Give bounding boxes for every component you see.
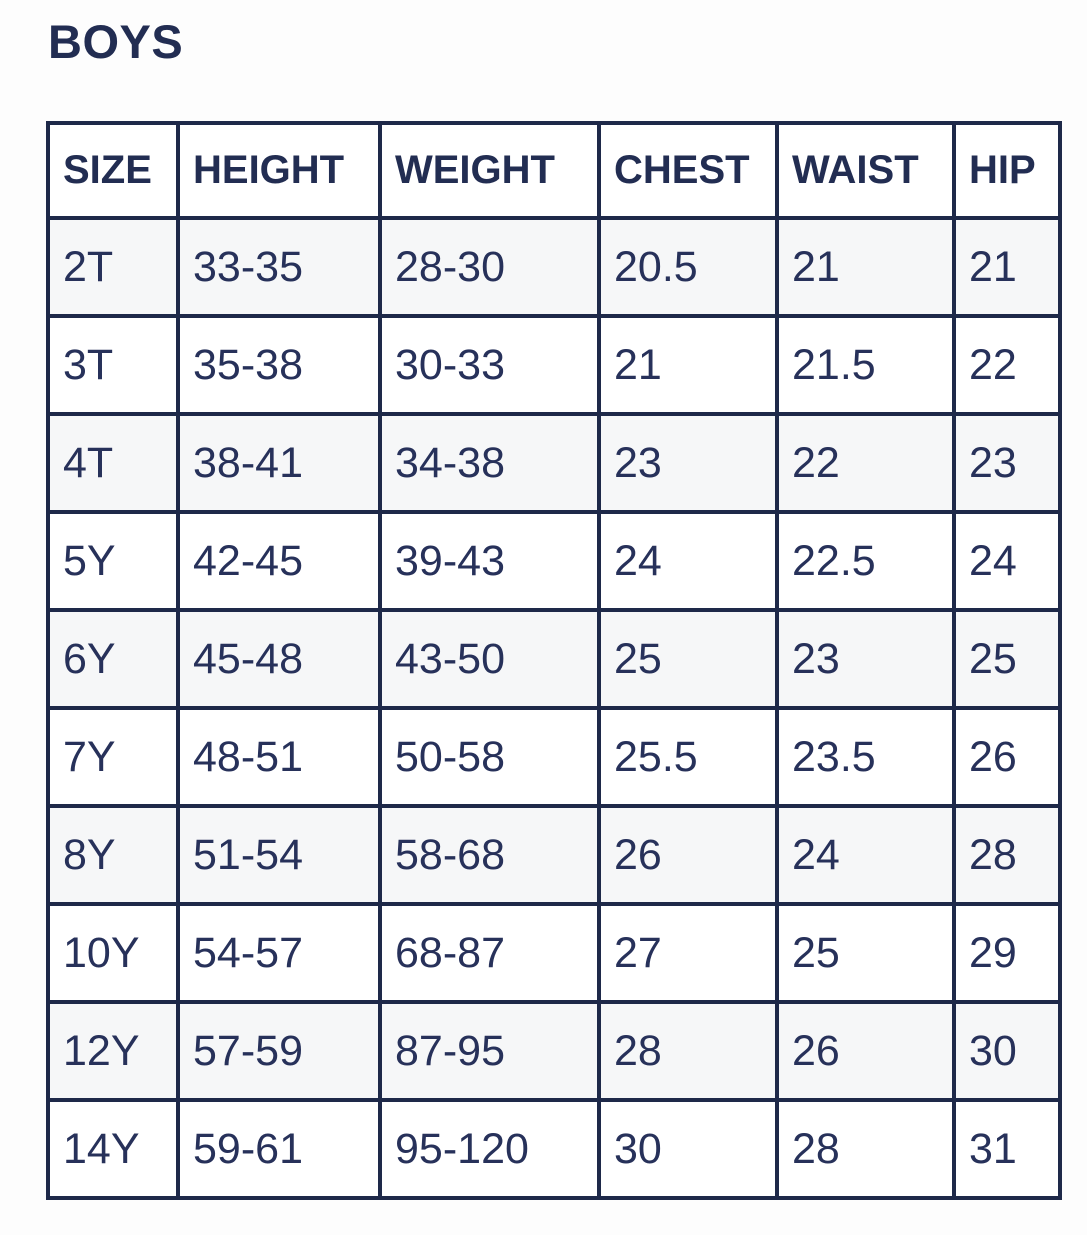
- table-row: [48, 316, 1060, 414]
- column-header-size: SIZE: [48, 123, 178, 218]
- table-cell: 22: [954, 316, 1060, 414]
- table-cell: 10Y: [48, 904, 178, 1002]
- table-cell: 58-68: [380, 806, 599, 904]
- table-body: [48, 218, 1060, 1198]
- table-cell: 31: [954, 1100, 1060, 1198]
- table-header: [48, 123, 1060, 218]
- table-cell: 28: [954, 806, 1060, 904]
- table-cell: 8Y: [48, 806, 178, 904]
- boys-size-chart-table: [46, 121, 1062, 1200]
- table-row: [48, 708, 1060, 806]
- table-row: [48, 218, 1060, 316]
- table-cell: 34-38: [380, 414, 599, 512]
- table-cell: 54-57: [178, 904, 380, 1002]
- table-cell: 45-48: [178, 610, 380, 708]
- table-cell: 51-54: [178, 806, 380, 904]
- table-cell: 22: [777, 414, 954, 512]
- table-cell: 21: [599, 316, 777, 414]
- table-row: [48, 512, 1060, 610]
- table-cell: 23: [599, 414, 777, 512]
- table-cell: 6Y: [48, 610, 178, 708]
- table-cell: 87-95: [380, 1002, 599, 1100]
- table-cell: 25: [599, 610, 777, 708]
- table-cell: 14Y: [48, 1100, 178, 1198]
- table-cell: 48-51: [178, 708, 380, 806]
- table-cell: 24: [954, 512, 1060, 610]
- table-cell: 3T: [48, 316, 178, 414]
- table-cell: 26: [599, 806, 777, 904]
- table-cell: 39-43: [380, 512, 599, 610]
- table-cell: 22.5: [777, 512, 954, 610]
- table-cell: 28: [777, 1100, 954, 1198]
- table-cell: 25.5: [599, 708, 777, 806]
- table-cell: 27: [599, 904, 777, 1002]
- table-cell: 95-120: [380, 1100, 599, 1198]
- table-cell: 23: [954, 414, 1060, 512]
- table-cell: 30: [599, 1100, 777, 1198]
- table-cell: 57-59: [178, 1002, 380, 1100]
- column-header-hip: HIP: [954, 123, 1060, 218]
- table-cell: 38-41: [178, 414, 380, 512]
- table-cell: 20.5: [599, 218, 777, 316]
- table-cell: 4T: [48, 414, 178, 512]
- table-row: [48, 1002, 1060, 1100]
- table-cell: 21.5: [777, 316, 954, 414]
- table-cell: 23: [777, 610, 954, 708]
- page-title: BOYS: [48, 15, 184, 68]
- table-cell: 7Y: [48, 708, 178, 806]
- table-cell: 33-35: [178, 218, 380, 316]
- table-cell: 24: [599, 512, 777, 610]
- table-cell: 43-50: [380, 610, 599, 708]
- table-row: [48, 806, 1060, 904]
- table-cell: 29: [954, 904, 1060, 1002]
- header-row: [48, 123, 1060, 218]
- table-cell: 35-38: [178, 316, 380, 414]
- table-cell: 12Y: [48, 1002, 178, 1100]
- table-cell: 2T: [48, 218, 178, 316]
- table-cell: 25: [777, 904, 954, 1002]
- column-header-chest: CHEST: [599, 123, 777, 218]
- table-row: [48, 1100, 1060, 1198]
- table-cell: 25: [954, 610, 1060, 708]
- table-cell: 59-61: [178, 1100, 380, 1198]
- column-header-weight: WEIGHT: [380, 123, 599, 218]
- table-cell: 42-45: [178, 512, 380, 610]
- table-cell: 50-58: [380, 708, 599, 806]
- table-row: [48, 610, 1060, 708]
- table-cell: 21: [954, 218, 1060, 316]
- table-cell: 26: [777, 1002, 954, 1100]
- table-cell: 5Y: [48, 512, 178, 610]
- table-cell: 26: [954, 708, 1060, 806]
- table-cell: 24: [777, 806, 954, 904]
- column-header-waist: WAIST: [777, 123, 954, 218]
- table-cell: 68-87: [380, 904, 599, 1002]
- table-cell: 28: [599, 1002, 777, 1100]
- table-cell: 28-30: [380, 218, 599, 316]
- column-header-height: HEIGHT: [178, 123, 380, 218]
- table-row: [48, 414, 1060, 512]
- table-cell: 30-33: [380, 316, 599, 414]
- table-cell: 23.5: [777, 708, 954, 806]
- table-row: [48, 904, 1060, 1002]
- table-cell: 21: [777, 218, 954, 316]
- table-cell: 30: [954, 1002, 1060, 1100]
